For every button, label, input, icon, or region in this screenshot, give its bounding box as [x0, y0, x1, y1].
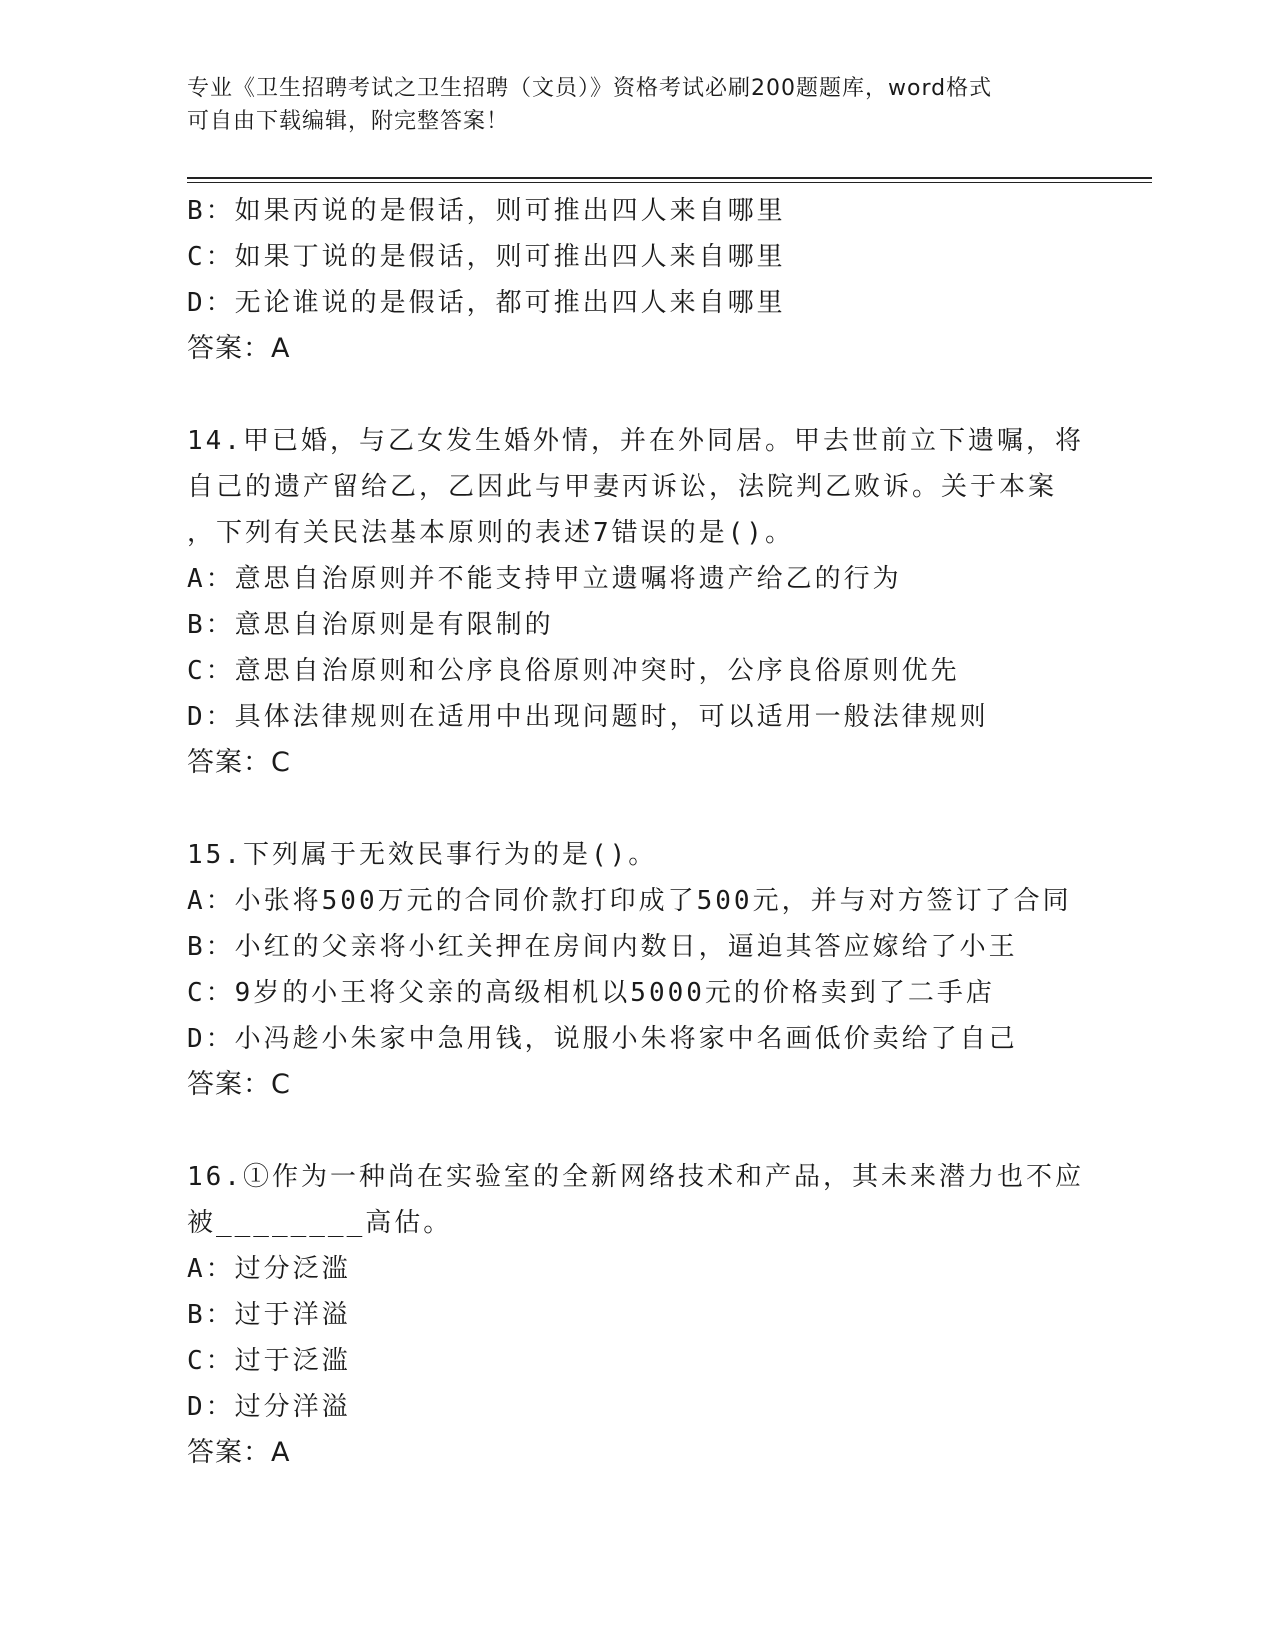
option-d: D：具体法律规则在适用中出现问题时，可以适用一般法律规则	[187, 702, 989, 732]
question-spacer	[187, 1108, 1087, 1154]
answer-line: 答案：A	[187, 1437, 291, 1468]
answer-line: 答案：C	[187, 1069, 291, 1100]
option-d: D：小冯趁小朱家中急用钱，说服小朱将家中名画低价卖给了自己	[187, 1024, 1018, 1054]
document-header	[187, 72, 1087, 138]
question-13-tail	[187, 188, 1087, 372]
option-b: B：如果丙说的是假话，则可推出四人来自哪里	[187, 196, 786, 226]
option-b: B：意思自治原则是有限制的	[187, 610, 554, 640]
question-15	[187, 832, 1087, 1108]
option-c: C：如果丁说的是假话，则可推出四人来自哪里	[187, 242, 786, 272]
header-line-1: 专业《卫生招聘考试之卫生招聘（文员）》资格考试必刷200题题库，word格式	[187, 76, 993, 101]
option-a: A：过分泛滥	[187, 1254, 351, 1284]
question-14	[187, 418, 1087, 786]
question-spacer	[187, 786, 1087, 832]
option-b: B：小红的父亲将小红关押在房间内数日，逼迫其答应嫁给了小王	[187, 932, 1018, 962]
option-b: B：过于洋溢	[187, 1300, 351, 1330]
question-spacer	[187, 372, 1087, 418]
document-body	[187, 188, 1087, 1476]
option-d: D：过分洋溢	[187, 1392, 351, 1422]
option-c: C：意思自治原则和公序良俗原则冲突时，公序良俗原则优先	[187, 656, 960, 686]
question-stem-line: 自己的遗产留给乙，乙因此与甲妻丙诉讼，法院判乙败诉。关于本案	[187, 472, 1058, 502]
option-d: D：无论谁说的是假话，都可推出四人来自哪里	[187, 288, 786, 318]
question-stem-line: 被________高估。	[187, 1208, 453, 1238]
question-stem-line: 15.下列属于无效民事行为的是()。	[187, 840, 658, 870]
header-divider-thick	[187, 177, 1152, 179]
header-divider-thin	[187, 182, 1152, 183]
header-line-2: 可自由下载编辑，附完整答案！	[187, 109, 510, 134]
option-a: A：小张将500万元的合同价款打印成了500元，并与对方签订了合同	[187, 886, 1072, 916]
question-stem-line: 14.甲已婚，与乙女发生婚外情，并在外同居。甲去世前立下遗嘱，将	[187, 426, 1084, 456]
question-16	[187, 1154, 1087, 1476]
question-stem-line: ，下列有关民法基本原则的表述7错误的是()。	[187, 518, 794, 548]
option-c: C：9岁的小王将父亲的高级相机以5000元的价格卖到了二手店	[187, 978, 995, 1008]
answer-line: 答案：C	[187, 747, 291, 778]
answer-line: 答案：A	[187, 333, 291, 364]
option-c: C：过于泛滥	[187, 1346, 351, 1376]
question-stem-line: 16.①作为一种尚在实验室的全新网络技术和产品，其未来潜力也不应	[187, 1162, 1084, 1192]
option-a: A：意思自治原则并不能支持甲立遗嘱将遗产给乙的行为	[187, 564, 902, 594]
